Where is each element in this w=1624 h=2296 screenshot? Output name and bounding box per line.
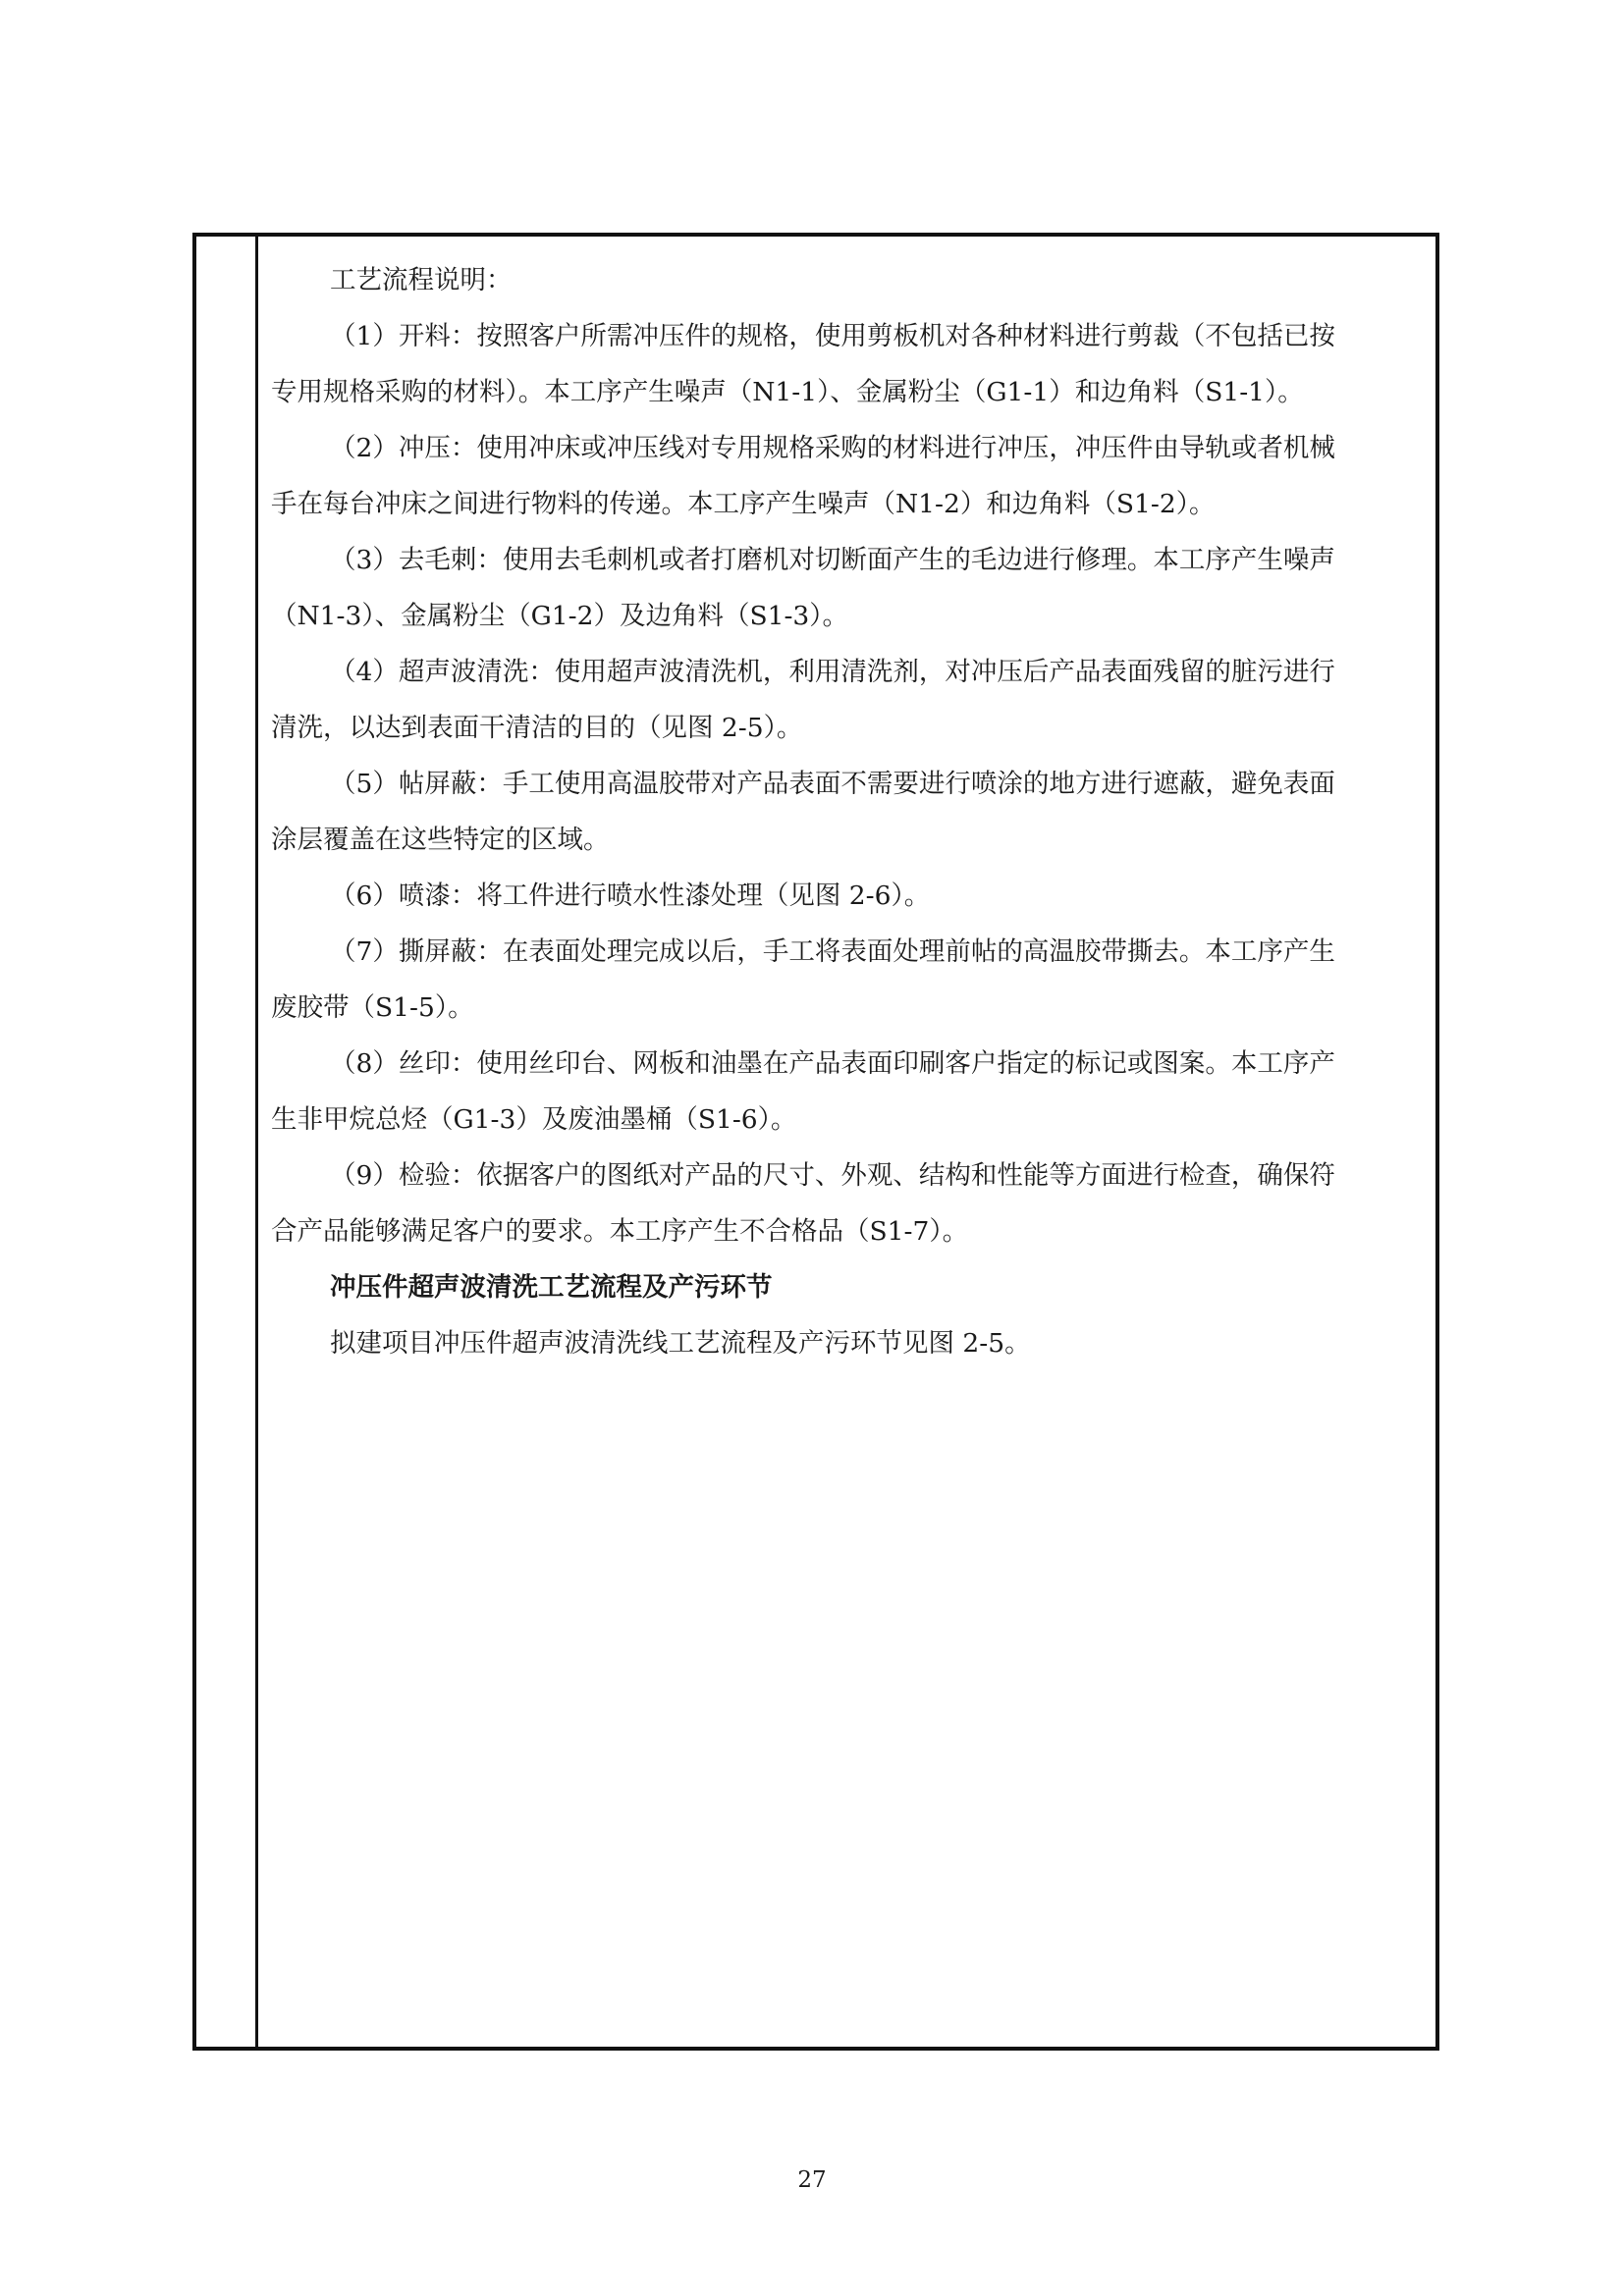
text-line: 生非甲烷总烃（G1-3）及废油墨桶（S1-6）。 xyxy=(271,1104,797,1135)
section-heading: 冲压件超声波清洗工艺流程及产污环节 xyxy=(330,1272,773,1303)
text-line: 手在每台冲床之间进行物料的传递。本工序产生噪声（N1-2）和边角料（S1-2）。 xyxy=(271,489,1216,519)
text-line: 专用规格采购的材料）。本工序产生噪声（N1-1）、金属粉尘（G1-1）和边角料（S1-1）。 xyxy=(271,377,1304,407)
text-line: （9）检验：依据客户的图纸对产品的尺寸、外观、结构和性能等方面进行检查，确保符 xyxy=(330,1160,1335,1191)
content-cell xyxy=(271,252,1418,1371)
text-line: 清洗，以达到表面干清洁的目的（见图 2-5）。 xyxy=(271,713,803,743)
closing-line: 拟建项目冲压件超声波清洗线工艺流程及产污环节见图 2-5。 xyxy=(330,1328,1031,1359)
page-number: 27 xyxy=(797,2167,827,2193)
text-line: （7）撕屏蔽：在表面处理完成以后，手工将表面处理前帖的高温胶带撕去。本工序产生 xyxy=(330,936,1335,967)
left-label-column xyxy=(196,237,258,2047)
text-line: （2）冲压：使用冲床或冲压线对专用规格采购的材料进行冲压，冲压件由导轨或者机械 xyxy=(330,433,1335,463)
table-frame xyxy=(192,233,1439,2051)
text-line: （6）喷漆：将工件进行喷水性漆处理（见图 2-6）。 xyxy=(330,881,931,911)
process-description xyxy=(271,308,1418,1259)
text-line: （N1-3）、金属粉尘（G1-2）及边角料（S1-3）。 xyxy=(271,601,849,631)
text-line: 涂层覆盖在这些特定的区域。 xyxy=(271,825,610,855)
text-line: （5）帖屏蔽：手工使用高温胶带对产品表面不需要进行喷涂的地方进行遮蔽，避免表面 xyxy=(330,769,1335,799)
text-line: （8）丝印：使用丝印台、网板和油墨在产品表面印刷客户指定的标记或图案。本工序产 xyxy=(330,1048,1335,1079)
intro-line: 工艺流程说明： xyxy=(330,265,513,295)
text-line: 废胶带（S1-5）。 xyxy=(271,992,474,1023)
text-line: （4）超声波清洗：使用超声波清洗机，利用清洗剂，对冲压后产品表面残留的脏污进行 xyxy=(330,657,1335,687)
text-line: 合产品能够满足客户的要求。本工序产生不合格品（S1-7）。 xyxy=(271,1216,969,1247)
text-line: （1）开料：按照客户所需冲压件的规格，使用剪板机对各种材料进行剪裁（不包括已按 xyxy=(330,321,1335,351)
text-line: （3）去毛刺：使用去毛刺机或者打磨机对切断面产生的毛边进行修理。本工序产生噪声 xyxy=(330,545,1335,575)
